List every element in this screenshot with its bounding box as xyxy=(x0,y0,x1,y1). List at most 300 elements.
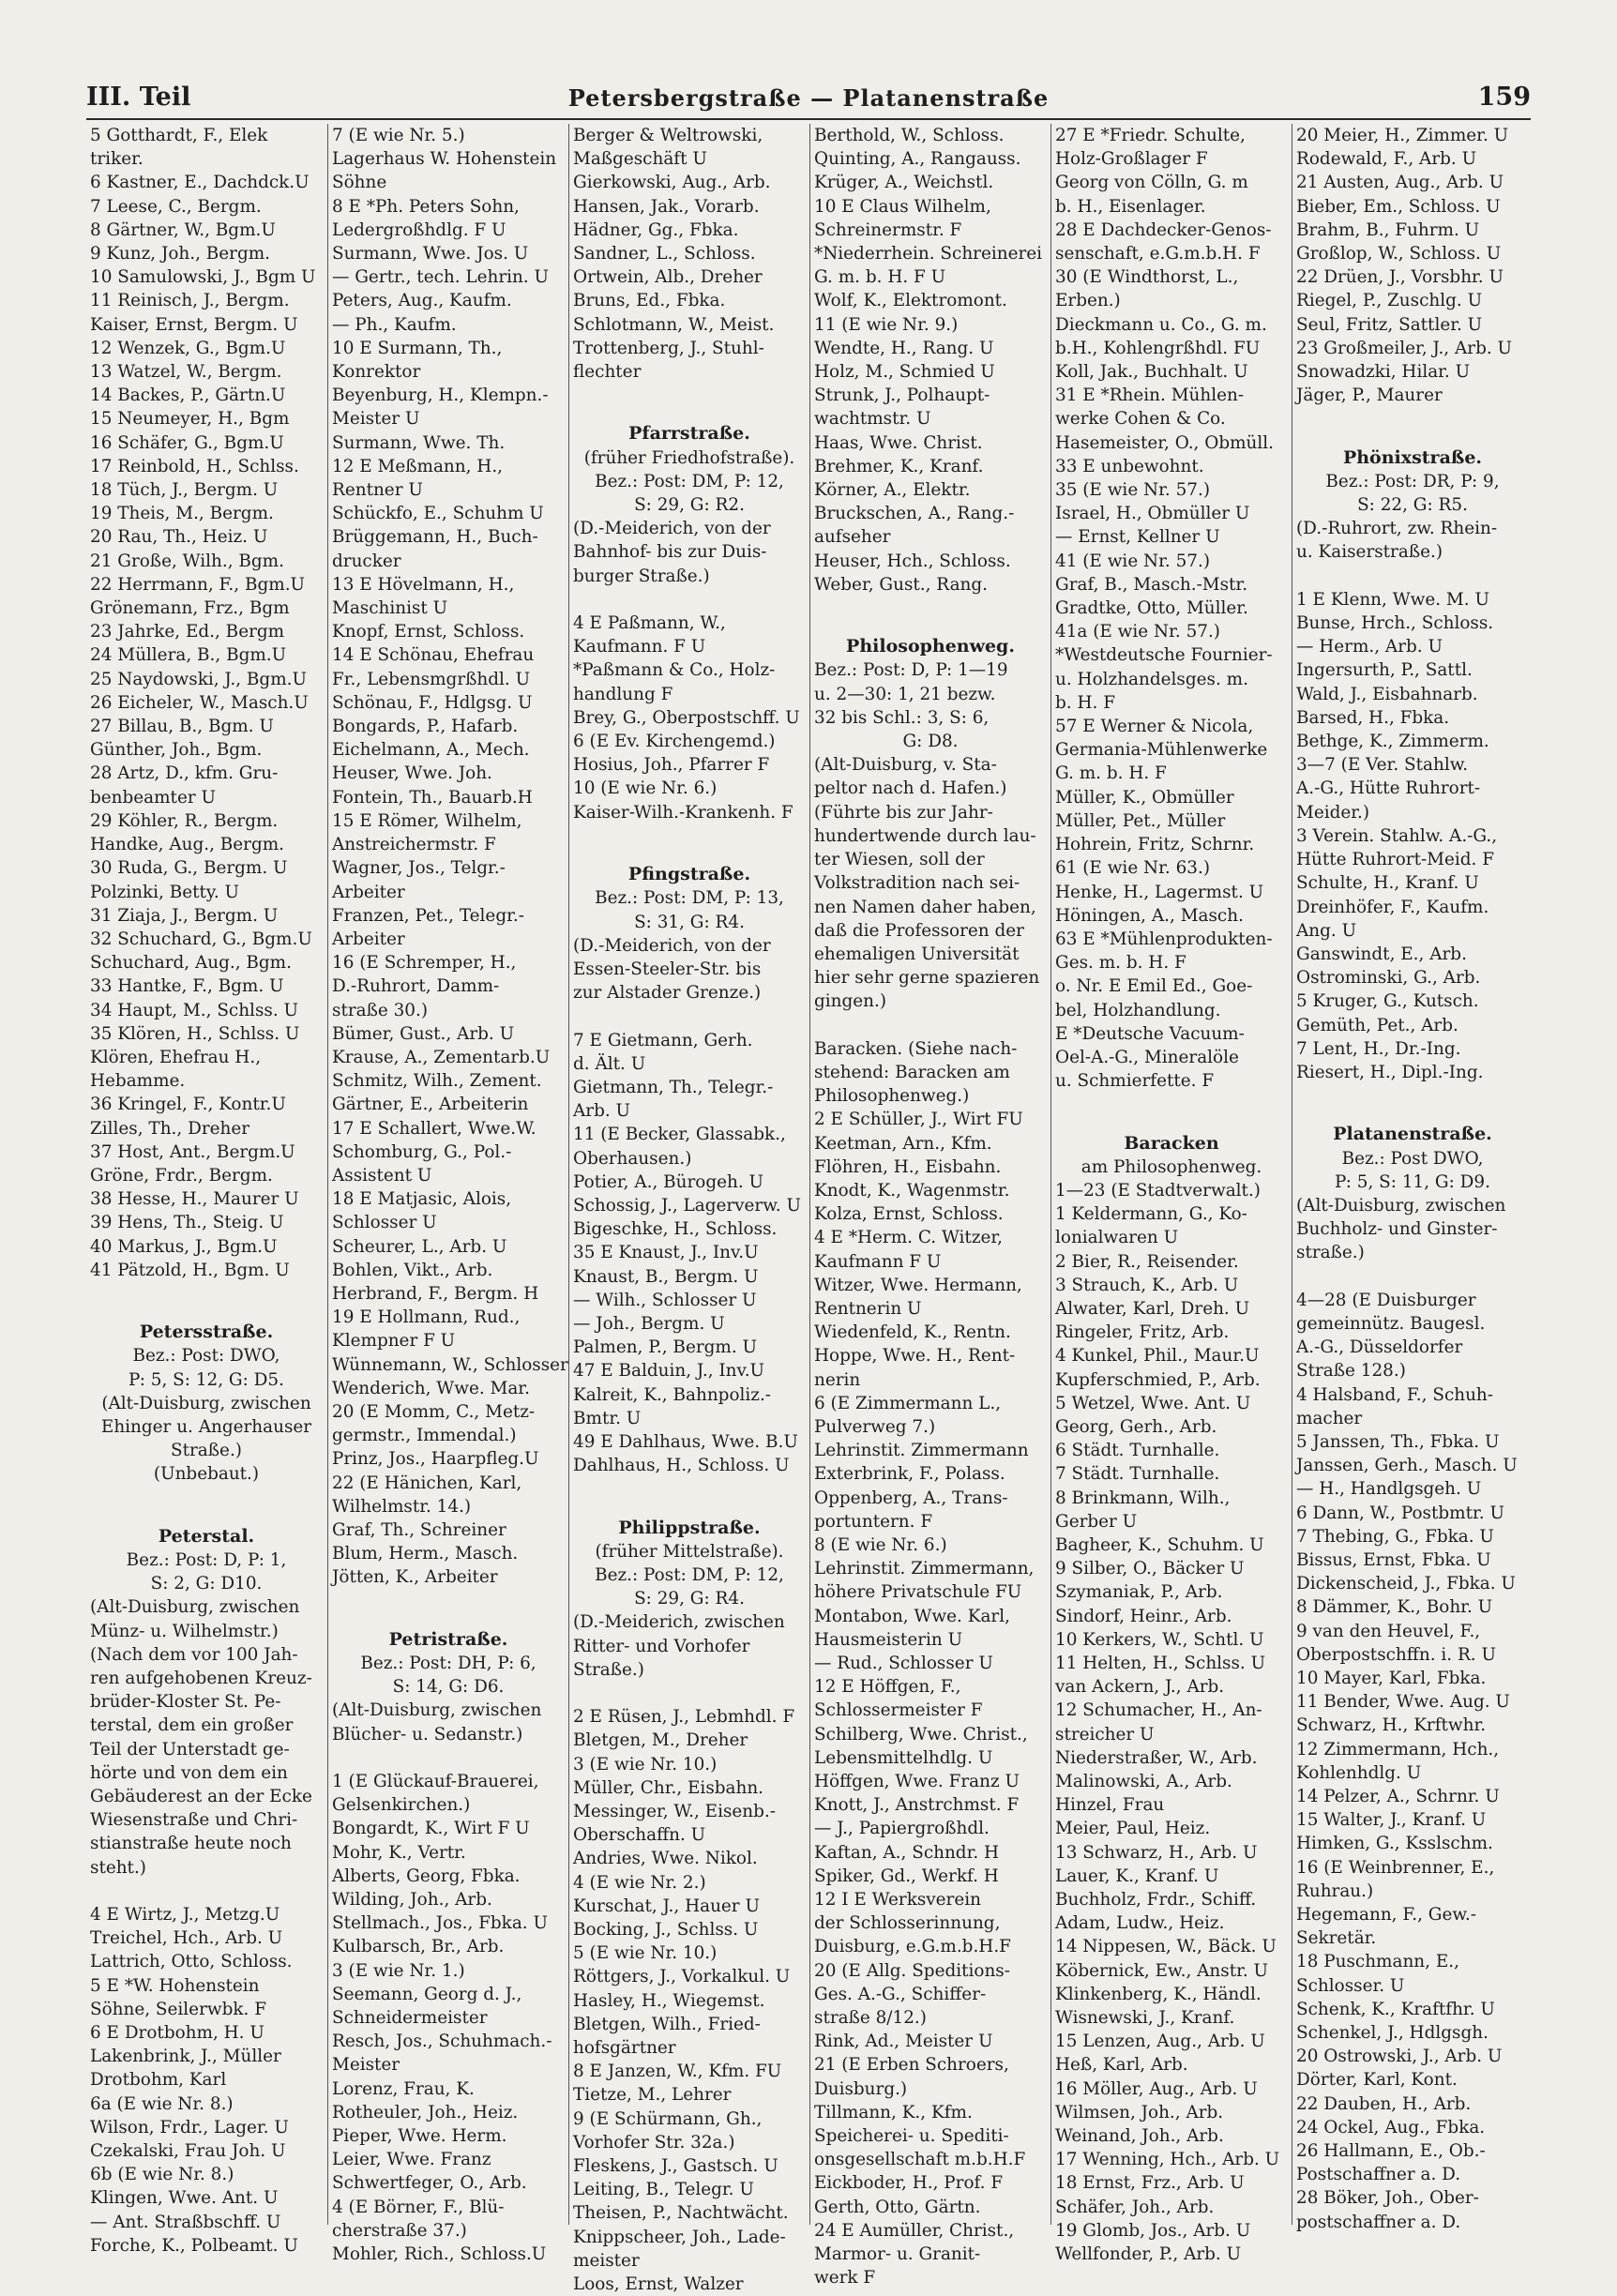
entry-line: (Alt-Duisburg, zwischen xyxy=(1296,1195,1506,1216)
entry-line: 24 Müllera, B., Bgm.U xyxy=(90,645,287,666)
entry-line: — Wilh., Schlosser U xyxy=(573,1290,757,1310)
entry-line: Flöhren, H., Eisbahn. xyxy=(814,1156,1002,1177)
entry-line: — Herm., Arb. U xyxy=(1296,637,1443,657)
entry-line: Schilberg, Wwe. Christ., xyxy=(814,1724,1028,1745)
entry-line: Meider.) xyxy=(1296,802,1370,823)
entry-line: 18 Puschmann, E., xyxy=(1296,1952,1459,1972)
entry-line: Drotbohm, Karl xyxy=(90,2070,227,2091)
entry-line: Brahm, B., Fuhrm. U xyxy=(1296,219,1480,240)
street-range-title: Petersbergstraße — Platanenstraße xyxy=(567,84,1050,112)
entry-line: Bletgen, Wilh., Fried- xyxy=(573,2014,761,2034)
entry-line: nen Namen daher haben, xyxy=(814,897,1036,917)
entry-line: Söhne, Seilerwbk. F xyxy=(90,1999,266,2019)
entry-line: Höffgen, Wwe. Franz U xyxy=(814,1772,1020,1792)
entry-line: Exterbrink, F., Polass. xyxy=(814,1464,1005,1485)
entry-line: Schuchard, Aug., Bgm. xyxy=(90,953,292,974)
entry-line: Meier, Paul, Heiz. xyxy=(1055,1819,1211,1839)
entry-line: Müller, Chr., Eisbahn. xyxy=(573,1777,764,1798)
entry-line xyxy=(86,1880,326,1903)
entry-line: Kurschat, J., Hauer U xyxy=(573,1896,760,1916)
entry-line: Leier, Wwe. Franz xyxy=(332,2150,491,2170)
entry-line: werk F xyxy=(814,2268,876,2288)
entry-line: 17 Reinbold, H., Schlss. xyxy=(90,456,299,476)
entry-line: 6 Dann, W., Postbmtr. U xyxy=(1296,1503,1504,1523)
entry-line: — Gertr., tech. Lehrin. U xyxy=(332,267,550,288)
entry-line: 12 Schumacher, H., An- xyxy=(1055,1700,1262,1721)
district-info-line: (früher Mittelstraße). xyxy=(595,1541,784,1562)
entry-line: Hädner, Gg., Fbka. xyxy=(573,219,739,240)
entry-line: Rentner U xyxy=(332,480,423,501)
entry-line: 21 Große, Wilh., Bgm. xyxy=(90,551,284,571)
entry-line: Bongardt, K., Wirt F U xyxy=(332,1819,530,1839)
entry-line: benbeamter U xyxy=(90,787,216,808)
street-heading: Petristraße. xyxy=(388,1628,508,1650)
entry-line: Klinkenberg, K., Händl. xyxy=(1055,1984,1262,2004)
entry-line: Seul, Fritz, Sattler. U xyxy=(1296,314,1483,335)
entry-line: Anstreichermstr. F xyxy=(332,835,496,855)
district-info-line: Bez.: Post: DWO, xyxy=(132,1346,280,1367)
entry-line: 7 Thebing, G., Fbka. U xyxy=(1296,1526,1494,1547)
street-heading: Philippstraße. xyxy=(618,1517,761,1538)
entry-line: Hebamme. xyxy=(90,1071,186,1092)
entry-line: 26 Hallmann, E., Ob.- xyxy=(1296,2141,1486,2162)
entry-line: drucker xyxy=(332,551,401,571)
entry-line: Lehrinstit. Zimmermann, xyxy=(814,1559,1035,1579)
entry-line: Essen-Steeler-Str. bis xyxy=(573,959,762,979)
entry-line: Gemüth, Pet., Arb. xyxy=(1296,1015,1458,1035)
entry-line: Lakenbrink, J., Müller xyxy=(90,2047,281,2067)
entry-line: Eichelmann, A., Mech. xyxy=(332,740,530,761)
entry-line: 12 E Höffgen, F., xyxy=(814,1677,961,1698)
entry-line: 27 Billau, B., Bgm. U xyxy=(90,717,274,737)
entry-line: Leiting, B., Telegr. U xyxy=(573,2180,754,2200)
entry-line: Eickboder, H., Prof. F xyxy=(814,2173,1004,2194)
entry-line: (Nach dem vor 100 Jah- xyxy=(90,1644,298,1665)
entry-line: Bletgen, M., Dreher xyxy=(573,1730,748,1751)
entry-line: Surmann, Wwe. Jos. U xyxy=(332,244,529,264)
entry-line: Ang. U xyxy=(1296,920,1357,941)
entry-line: 14 Pelzer, A., Schrnr. U xyxy=(1296,1787,1500,1807)
entry-line: 41 Pätzold, H., Bgm. U xyxy=(90,1260,290,1280)
entry-line: 22 Drüen, J., Vorsbhr. U xyxy=(1296,267,1504,288)
entry-line: 6 (E Ev. Kirchengemd.) xyxy=(573,732,776,752)
entry-line: Schulte, H., Kranf. U xyxy=(1296,873,1479,894)
entry-line: 33 Hantke, F., Bgm. U xyxy=(90,976,284,997)
entry-line: Knott, J., Anstrchmst. F xyxy=(814,1795,1020,1816)
entry-line: Pieper, Wwe. Herm. xyxy=(332,2126,507,2147)
entry-line: ter Wiesen, soll der xyxy=(814,850,985,870)
entry-line: bel, Holzhandlung. xyxy=(1055,1000,1221,1020)
entry-line: burger Straße.) xyxy=(573,566,710,586)
entry-line: E *Deutsche Vacuum- xyxy=(1055,1023,1245,1044)
entry-line: 15 Neumeyer, H., Bgm xyxy=(90,409,290,430)
entry-line: Oppenberg, A., Trans- xyxy=(814,1488,1008,1508)
entry-line: Rink, Ad., Meister U xyxy=(814,2032,993,2052)
entry-line: 10 (E wie Nr. 6.) xyxy=(573,778,718,799)
entry-line: aufseher xyxy=(814,527,891,548)
entry-line: Bissus, Ernst, Fbka. U xyxy=(1296,1549,1491,1570)
entry-line: Knaust, B., Bergm. U xyxy=(573,1266,759,1287)
entry-line: (D.-Ruhrort, zw. Rhein- xyxy=(1296,519,1498,539)
entry-line: Knippscheer, Joh., Lade- xyxy=(573,2227,786,2247)
entry-line xyxy=(569,588,809,612)
entry-line: Jäger, P., Maurer xyxy=(1296,385,1443,406)
entry-line: 8 Gärtner, W., Bgm.U xyxy=(90,219,276,240)
entry-line: Hinzel, Frau xyxy=(1055,1795,1165,1816)
entry-line: Duisburg.) xyxy=(814,2078,908,2099)
entry-line: Gradtke, Otto, Müller. xyxy=(1055,598,1248,619)
entry-line: Knopf, Ernst, Schloss. xyxy=(332,622,525,642)
entry-line: Lattrich, Otto, Schloss. xyxy=(90,1952,293,1972)
entry-line: Schossig, J., Lagerverw. U xyxy=(573,1195,801,1216)
entry-line: Hütte Ruhrort-Meid. F xyxy=(1296,850,1495,870)
entry-line: Rentnerin U xyxy=(814,1298,922,1319)
entry-line: Heuser, Wwe. Joh. xyxy=(332,763,492,784)
entry-line: Schückfo, E., Schuhm U xyxy=(332,504,544,524)
entry-line xyxy=(1292,407,1533,430)
entry-line: 22 Dauben, H., Arb. xyxy=(1296,2093,1472,2114)
district-info-line: Straße.) xyxy=(171,1441,242,1461)
entry-line: 4 E Wirtz, J., Metzg.U xyxy=(90,1905,280,1926)
entry-line: Stellmach., Jos., Fbka. U xyxy=(332,1913,548,1934)
entry-line: Oberhausen.) xyxy=(573,1148,692,1169)
entry-line: 41 (E wie Nr. 57.) xyxy=(1055,551,1211,571)
entry-line: Snowadzki, Hilar. U xyxy=(1296,362,1471,383)
district-info-line: S: 31, G: R4. xyxy=(634,912,745,932)
entry-line: 11 Helten, H., Schlss. U xyxy=(1055,1654,1266,1673)
entry-line: 18 E Matjasic, Alois, xyxy=(332,1189,512,1210)
entry-line: (D.-Meiderich, von der xyxy=(573,519,771,539)
entry-line: Bunse, Hrch., Schloss. xyxy=(1296,613,1494,634)
district-info-line: Bez.: Post: DM, P: 12, xyxy=(595,471,784,491)
entry-line: 36 Kringel, F., Kontr.U xyxy=(90,1095,286,1115)
entry-line: Bmtr. U xyxy=(573,1408,642,1428)
entry-line: 16 Schäfer, G., Bgm.U xyxy=(90,432,284,453)
entry-line: 6 Kastner, E., Dachdck.U xyxy=(90,173,310,193)
entry-line: Sandner, L., Schloss. xyxy=(573,244,756,264)
entry-line: Wald, J., Eisbahnarb. xyxy=(1296,684,1478,704)
entry-line: 4 Halsband, F., Schuh- xyxy=(1296,1384,1493,1405)
entry-line: (Alt-Duisburg, zwischen xyxy=(332,1700,542,1721)
entry-line: 4 E *Herm. C. Witzer, xyxy=(814,1228,1004,1248)
entry-line: 13 E Hövelmann, H., xyxy=(332,574,515,595)
entry-line: werke Cohen & Co. xyxy=(1055,409,1226,430)
entry-line: Schlosser. U xyxy=(1296,1975,1405,1996)
entry-line: stehend: Baracken am xyxy=(814,1062,1010,1082)
entry-line: Czekalski, Frau Joh. U xyxy=(90,2141,286,2162)
entry-line: Dreinhöfer, F., Kaufm. xyxy=(1296,897,1489,917)
entry-line: — Ernst, Kellner U xyxy=(1055,527,1220,548)
entry-line: — Ph., Kaufm. xyxy=(332,314,457,335)
entry-line: Wolf, K., Elektromont. xyxy=(814,291,1007,311)
entry-line: Bruns, Ed., Fbka. xyxy=(573,291,726,311)
entry-line: 10 Mayer, Karl, Fbka. xyxy=(1296,1669,1487,1688)
entry-line: Blum, Herm., Masch. xyxy=(332,1544,519,1564)
district-info-line: Bez.: Post: DM, P: 13, xyxy=(595,888,784,909)
entry-line: Zilles, Th., Dreher xyxy=(90,1118,250,1139)
entry-line: 38 Hesse, H., Maurer U xyxy=(90,1189,299,1210)
entry-line: Quinting, A., Rangauss. xyxy=(814,149,1021,170)
entry-line: 40 Markus, J., Bgm.U xyxy=(90,1236,278,1257)
entry-line: Witzer, Wwe. Hermann, xyxy=(814,1275,1022,1295)
entry-line: 20 (E Allg. Speditions- xyxy=(814,1960,1010,1981)
entry-line: onsgesellschaft m.b.H.F xyxy=(814,2150,1026,2170)
entry-line: Beyenburg, H., Klempn.- xyxy=(332,385,549,406)
entry-line: Israel, H., Obmüller U xyxy=(1055,504,1250,524)
entry-line: Gierkowski, Aug., Arb. xyxy=(573,173,771,193)
entry-line: d. Ält. U xyxy=(573,1053,646,1074)
street-heading: Phönixstraße. xyxy=(1342,446,1483,468)
entry-line: Maßgeschäft U xyxy=(573,149,707,170)
entry-line: Konrektor xyxy=(332,362,421,383)
entry-line: Wenderich, Wwe. Mar. xyxy=(332,1378,530,1398)
entry-line: Holz-Großlager F xyxy=(1055,149,1208,170)
entry-line: Hohrein, Fritz, Schrnr. xyxy=(1055,835,1255,855)
entry-line: Kaufmann. F U xyxy=(573,637,706,657)
entry-line: Großlop, W., Schloss. U xyxy=(1296,244,1502,264)
entry-line: Krüger, A., Weichstl. xyxy=(814,173,994,193)
entry-line: Gietmann, Th., Telegr.- xyxy=(573,1077,774,1097)
entry-line xyxy=(1051,1093,1292,1116)
entry-line: 7 Städt. Turnhalle. xyxy=(1055,1464,1220,1485)
entry-line: Ges. A.-G., Schiffer- xyxy=(814,1984,987,2004)
entry-line: Buchholz, Frdr., Schiff. xyxy=(1055,1890,1257,1911)
entry-line: lonialwaren U xyxy=(1055,1228,1179,1248)
entry-line: Duisburg, e.G.m.b.H.F xyxy=(814,1937,1011,1957)
entry-line: 14 E Schönau, Ehefrau xyxy=(332,645,535,666)
entry-line: Jötten, K., Arbeiter xyxy=(332,1567,498,1588)
entry-line: Höningen, A., Masch. xyxy=(1055,905,1244,926)
entry-line: 37 Host, Ant., Bergm.U xyxy=(90,1141,295,1162)
entry-line: 6 E Drotbohm, H. U xyxy=(90,2023,264,2044)
entry-line: Schmitz, Wilh., Zement. xyxy=(332,1071,542,1092)
entry-line: 4 E Paßmann, W., xyxy=(573,613,726,634)
column-2 xyxy=(327,124,568,2265)
entry-line: 6 (E Zimmermann L., xyxy=(814,1393,1002,1413)
entry-line: Spiker, Gd., Werkf. H xyxy=(814,1866,999,1886)
entry-line: Lorenz, Frau, K. xyxy=(332,2078,475,2099)
entry-line: 61 (E wie Nr. 63.) xyxy=(1055,858,1211,879)
entry-line: Bieber, Em., Schloss. U xyxy=(1296,196,1501,217)
entry-line: 3 Strauch, K., Arb. U xyxy=(1055,1275,1239,1295)
entry-line: 11 (E wie Nr. 9.) xyxy=(814,314,959,335)
column-5 xyxy=(1050,124,1292,2265)
entry-line: Lehrinstit. Zimmermann xyxy=(814,1441,1029,1461)
entry-line: Ganswindt, E., Arb. xyxy=(1296,944,1467,964)
directory-columns xyxy=(86,124,1531,2295)
entry-line: Kupferschmied, P., Arb. xyxy=(1055,1369,1261,1390)
entry-line: Schlossermeister F xyxy=(814,1700,983,1721)
entry-line: — Ant. Straßbschff. U xyxy=(90,2212,281,2232)
entry-line: 3—7 (E Ver. Stahlw. xyxy=(1296,755,1469,776)
entry-line: *Paßmann & Co., Holz- xyxy=(573,660,776,681)
entry-line: Rodewald, F., Arb. U xyxy=(1296,149,1477,170)
entry-line: van Ackern, J., Arb. xyxy=(1055,1677,1225,1698)
entry-line: u. 2—30: 1, 21 bezw. xyxy=(814,684,996,704)
entry-line: Schwarz, H., Krftwhr. xyxy=(1296,1715,1487,1736)
entry-line: *Niederrhein. Schreinerei xyxy=(814,244,1043,264)
entry-line: Haas, Wwe. Christ. xyxy=(814,432,983,453)
street-heading: Baracken xyxy=(1124,1132,1219,1154)
entry-line: Schlotmann, W., Meist. xyxy=(573,314,775,335)
entry-line: Hoppe, Wwe. H., Rent- xyxy=(814,1346,1016,1367)
column-6 xyxy=(1292,124,1533,2232)
entry-line: Hegemann, F., Gew.- xyxy=(1296,1905,1476,1926)
entry-line: 3 (E wie Nr. 1.) xyxy=(332,1960,465,1981)
entry-line: 28 Böker, Joh., Ober- xyxy=(1296,2188,1479,2209)
entry-line: 18 Tüch, J., Bergm. U xyxy=(90,480,279,501)
entry-line: Krause, A., Zementarb.U xyxy=(332,1047,551,1067)
entry-line: Arbeiter xyxy=(332,929,405,949)
entry-line: 2 E Schüller, J., Wirt FU xyxy=(814,1110,1023,1130)
entry-line: 15 Lenzen, Aug., Arb. U xyxy=(1055,2032,1265,2052)
entry-line: peltor nach d. Hafen.) xyxy=(814,778,1007,799)
entry-line: 16 Möller, Aug., Arb. U xyxy=(1055,2078,1258,2099)
entry-line: flechter xyxy=(573,362,642,383)
street-heading: Philosophenweg. xyxy=(846,636,1015,657)
entry-line xyxy=(569,824,809,848)
entry-line: Strunk, J., Polhaupt- xyxy=(814,385,990,406)
entry-line: 2 Bier, R., Reisender. xyxy=(1055,1251,1239,1272)
entry-line: Ingersurth, P., Sattl. xyxy=(1296,660,1473,681)
entry-line: Wilson, Frdr., Lager. U xyxy=(90,2117,289,2137)
entry-line: 41a (E wie Nr. 57.) xyxy=(1055,622,1220,642)
entry-line: Resch, Jos., Schuhmach.- xyxy=(332,2032,552,2052)
entry-line: 7 Lent, H., Dr.-Ing. xyxy=(1296,1038,1461,1059)
entry-line: Wellfonder, P., Arb. U xyxy=(1055,2244,1242,2265)
entry-line: Andries, Wwe. Nikol. xyxy=(573,1849,758,1869)
entry-line: Montabon, Wwe. Karl, xyxy=(814,1606,1010,1626)
entry-line: 24 Ockel, Aug., Fbka. xyxy=(1296,2117,1486,2137)
entry-line: 15 Walter, J., Kranf. U xyxy=(1296,1810,1487,1831)
entry-line: 18 Ernst, Frz., Arb. U xyxy=(1055,2173,1245,2194)
entry-line: 21 Austen, Aug., Arb. U xyxy=(1296,173,1504,193)
entry-line: Riegel, P., Zuschlg. U xyxy=(1296,291,1483,311)
entry-line: Dörter, Karl, Kont. xyxy=(1296,2070,1458,2091)
entry-line: Pulverweg 7.) xyxy=(814,1416,936,1437)
entry-line: Hasemeister, O., Obmüll. xyxy=(1055,432,1274,453)
entry-line: streicher U xyxy=(1055,1724,1155,1745)
entry-line: 29 Köhler, R., Bergm. xyxy=(90,810,279,831)
entry-line: Dahlhaus, H., Schloss. U xyxy=(573,1456,790,1476)
entry-line: 3 Verein. Stahlw. A.-G., xyxy=(1296,825,1498,846)
entry-line: D.-Ruhrort, Damm- xyxy=(332,976,500,997)
entry-line: 4 (E Börner, F., Blü- xyxy=(332,2197,505,2217)
entry-line: Assistent U xyxy=(332,1165,432,1186)
entry-line: Tillmann, K., Kfm. xyxy=(814,2102,973,2122)
entry-line: terstal, dem ein großer xyxy=(90,1715,294,1736)
entry-line: Szymaniak, P., Arb. xyxy=(1055,1582,1223,1603)
entry-line: 22 Herrmann, F., Bgm.U xyxy=(90,574,306,595)
entry-line: 5 (E wie Nr. 10.) xyxy=(573,1943,718,1964)
entry-line: 6a (E wie Nr. 8.) xyxy=(90,2093,234,2114)
entry-line: Heß, Karl, Arb. xyxy=(1055,2055,1188,2076)
entry-line: — Rud., Schlosser U xyxy=(814,1654,993,1673)
entry-line: hier sehr gerne spazieren xyxy=(814,968,1040,989)
entry-line: Weinand, Joh., Arb. xyxy=(1055,2126,1224,2147)
entry-line: Bez.: Post: D, P: 1—19 xyxy=(814,660,1008,681)
entry-line: Holz, M., Schmied U xyxy=(814,362,995,383)
entry-line: 14 Backes, P., Gärtn.U xyxy=(90,385,286,406)
entry-line: 4—28 (E Duisburger xyxy=(1296,1290,1476,1310)
entry-line: germstr., Immendal.) xyxy=(332,1426,517,1446)
entry-line: Meister xyxy=(332,2055,400,2076)
entry-line: gingen.) xyxy=(814,991,887,1012)
entry-line: Wünnemann, W., Schlosser xyxy=(332,1354,568,1375)
entry-line: Schneidermeister xyxy=(332,2008,488,2029)
entry-line: 32 bis Schl.: 3, S: 6, xyxy=(814,707,990,728)
entry-line: senschaft, e.G.m.b.H. F xyxy=(1055,244,1261,264)
entry-line xyxy=(86,1487,326,1510)
entry-line: (Alt-Duisburg, zwischen xyxy=(90,1597,300,1618)
entry-line: Hansen, Jak., Vorarb. xyxy=(573,196,760,217)
street-heading: Petersstraße. xyxy=(139,1322,274,1343)
entry-line: 10 Samulowski, J., Bgm U xyxy=(90,267,316,288)
entry-line: 13 Watzel, W., Bergm. xyxy=(90,362,282,383)
entry-line: Berthold, W., Schloss. xyxy=(814,126,1005,145)
entry-line: Bruckschen, A., Rang.- xyxy=(814,504,1015,524)
entry-line xyxy=(810,597,1050,620)
entry-line: Ortwein, Alb., Dreher xyxy=(573,267,763,288)
entry-line: Tietze, M., Lehrer xyxy=(573,2085,732,2106)
entry-line: Klempner F U xyxy=(332,1331,456,1352)
entry-line: Mohler, Rich., Schloss.U xyxy=(332,2244,547,2265)
district-info-line: Bez.: Post: DH, P: 6, xyxy=(360,1654,536,1673)
entry-line: Wiesenstraße und Chri- xyxy=(90,1810,298,1831)
entry-line: 19 E Hollmann, Rud., xyxy=(332,1307,521,1328)
entry-line: Kulbarsch, Br., Arb. xyxy=(332,1937,505,1957)
entry-line: zur Alstader Grenze.) xyxy=(573,983,762,1004)
entry-line: Loos, Ernst, Walzer xyxy=(573,2274,744,2295)
entry-line: Handke, Aug., Bergm. xyxy=(90,835,285,855)
entry-line: daß die Professoren der xyxy=(814,920,1024,941)
entry-line: Klingen, Wwe. Ant. U xyxy=(90,2188,279,2209)
entry-line: handlung F xyxy=(573,684,673,704)
district-info-line: S: 29, G: R4. xyxy=(634,1589,745,1609)
street-heading: Pfingstraße. xyxy=(627,864,751,885)
entry-line: G. m. b. H. F xyxy=(1055,763,1167,784)
entry-line: Adam, Ludw., Heiz. xyxy=(1055,1913,1225,1934)
entry-line: Schwertfeger, O., Arb. xyxy=(332,2173,527,2194)
entry-line: Georg von Cölln, G. m xyxy=(1055,173,1248,193)
entry-line: 20 Meier, H., Zimmer. U xyxy=(1296,126,1509,145)
column-1 xyxy=(86,124,326,2256)
entry-line: 16 (E Weinbrenner, E., xyxy=(1296,1857,1495,1878)
entry-line: (Alt-Duisburg, v. Sta- xyxy=(814,755,997,776)
entry-line: Kolza, Ernst, Schloss. xyxy=(814,1204,1004,1225)
entry-line: Ringeler, Fritz, Arb. xyxy=(1055,1322,1230,1343)
entry-line: G. m. b. H. F U xyxy=(814,267,946,288)
entry-line: (D.-Meiderich, zwischen xyxy=(573,1612,785,1633)
entry-line: 31 Ziaja, J., Bergm. U xyxy=(90,905,279,926)
entry-line: Bohlen, Vikt., Arb. xyxy=(332,1260,493,1280)
district-info-line: S: 14, G: D6. xyxy=(392,1677,505,1698)
district-info-line: (früher Friedhofstraße). xyxy=(583,447,795,468)
entry-line: Gerber U xyxy=(1055,1511,1138,1532)
entry-line: 5 Janssen, Th., Fbka. U xyxy=(1296,1431,1500,1452)
entry-line: Weber, Gust., Rang. xyxy=(814,574,989,595)
entry-line: Germania-Mühlenwerke xyxy=(1055,740,1268,761)
entry-line: Gelsenkirchen.) xyxy=(332,1795,471,1816)
entry-line: 20 (E Momm, C., Metz- xyxy=(332,1401,536,1422)
entry-line: Fr., Lebensmgrßhdl. U xyxy=(332,669,531,689)
entry-line xyxy=(569,1004,809,1028)
entry-line: 4 Kunkel, Phil., Maur.U xyxy=(1055,1346,1260,1367)
entry-line: Peters, Aug., Kaufm. xyxy=(332,291,512,311)
entry-line: hofsgärtner xyxy=(573,2038,676,2059)
entry-line xyxy=(810,1014,1050,1037)
entry-line: Teil der Unterstadt ge- xyxy=(90,1739,290,1760)
